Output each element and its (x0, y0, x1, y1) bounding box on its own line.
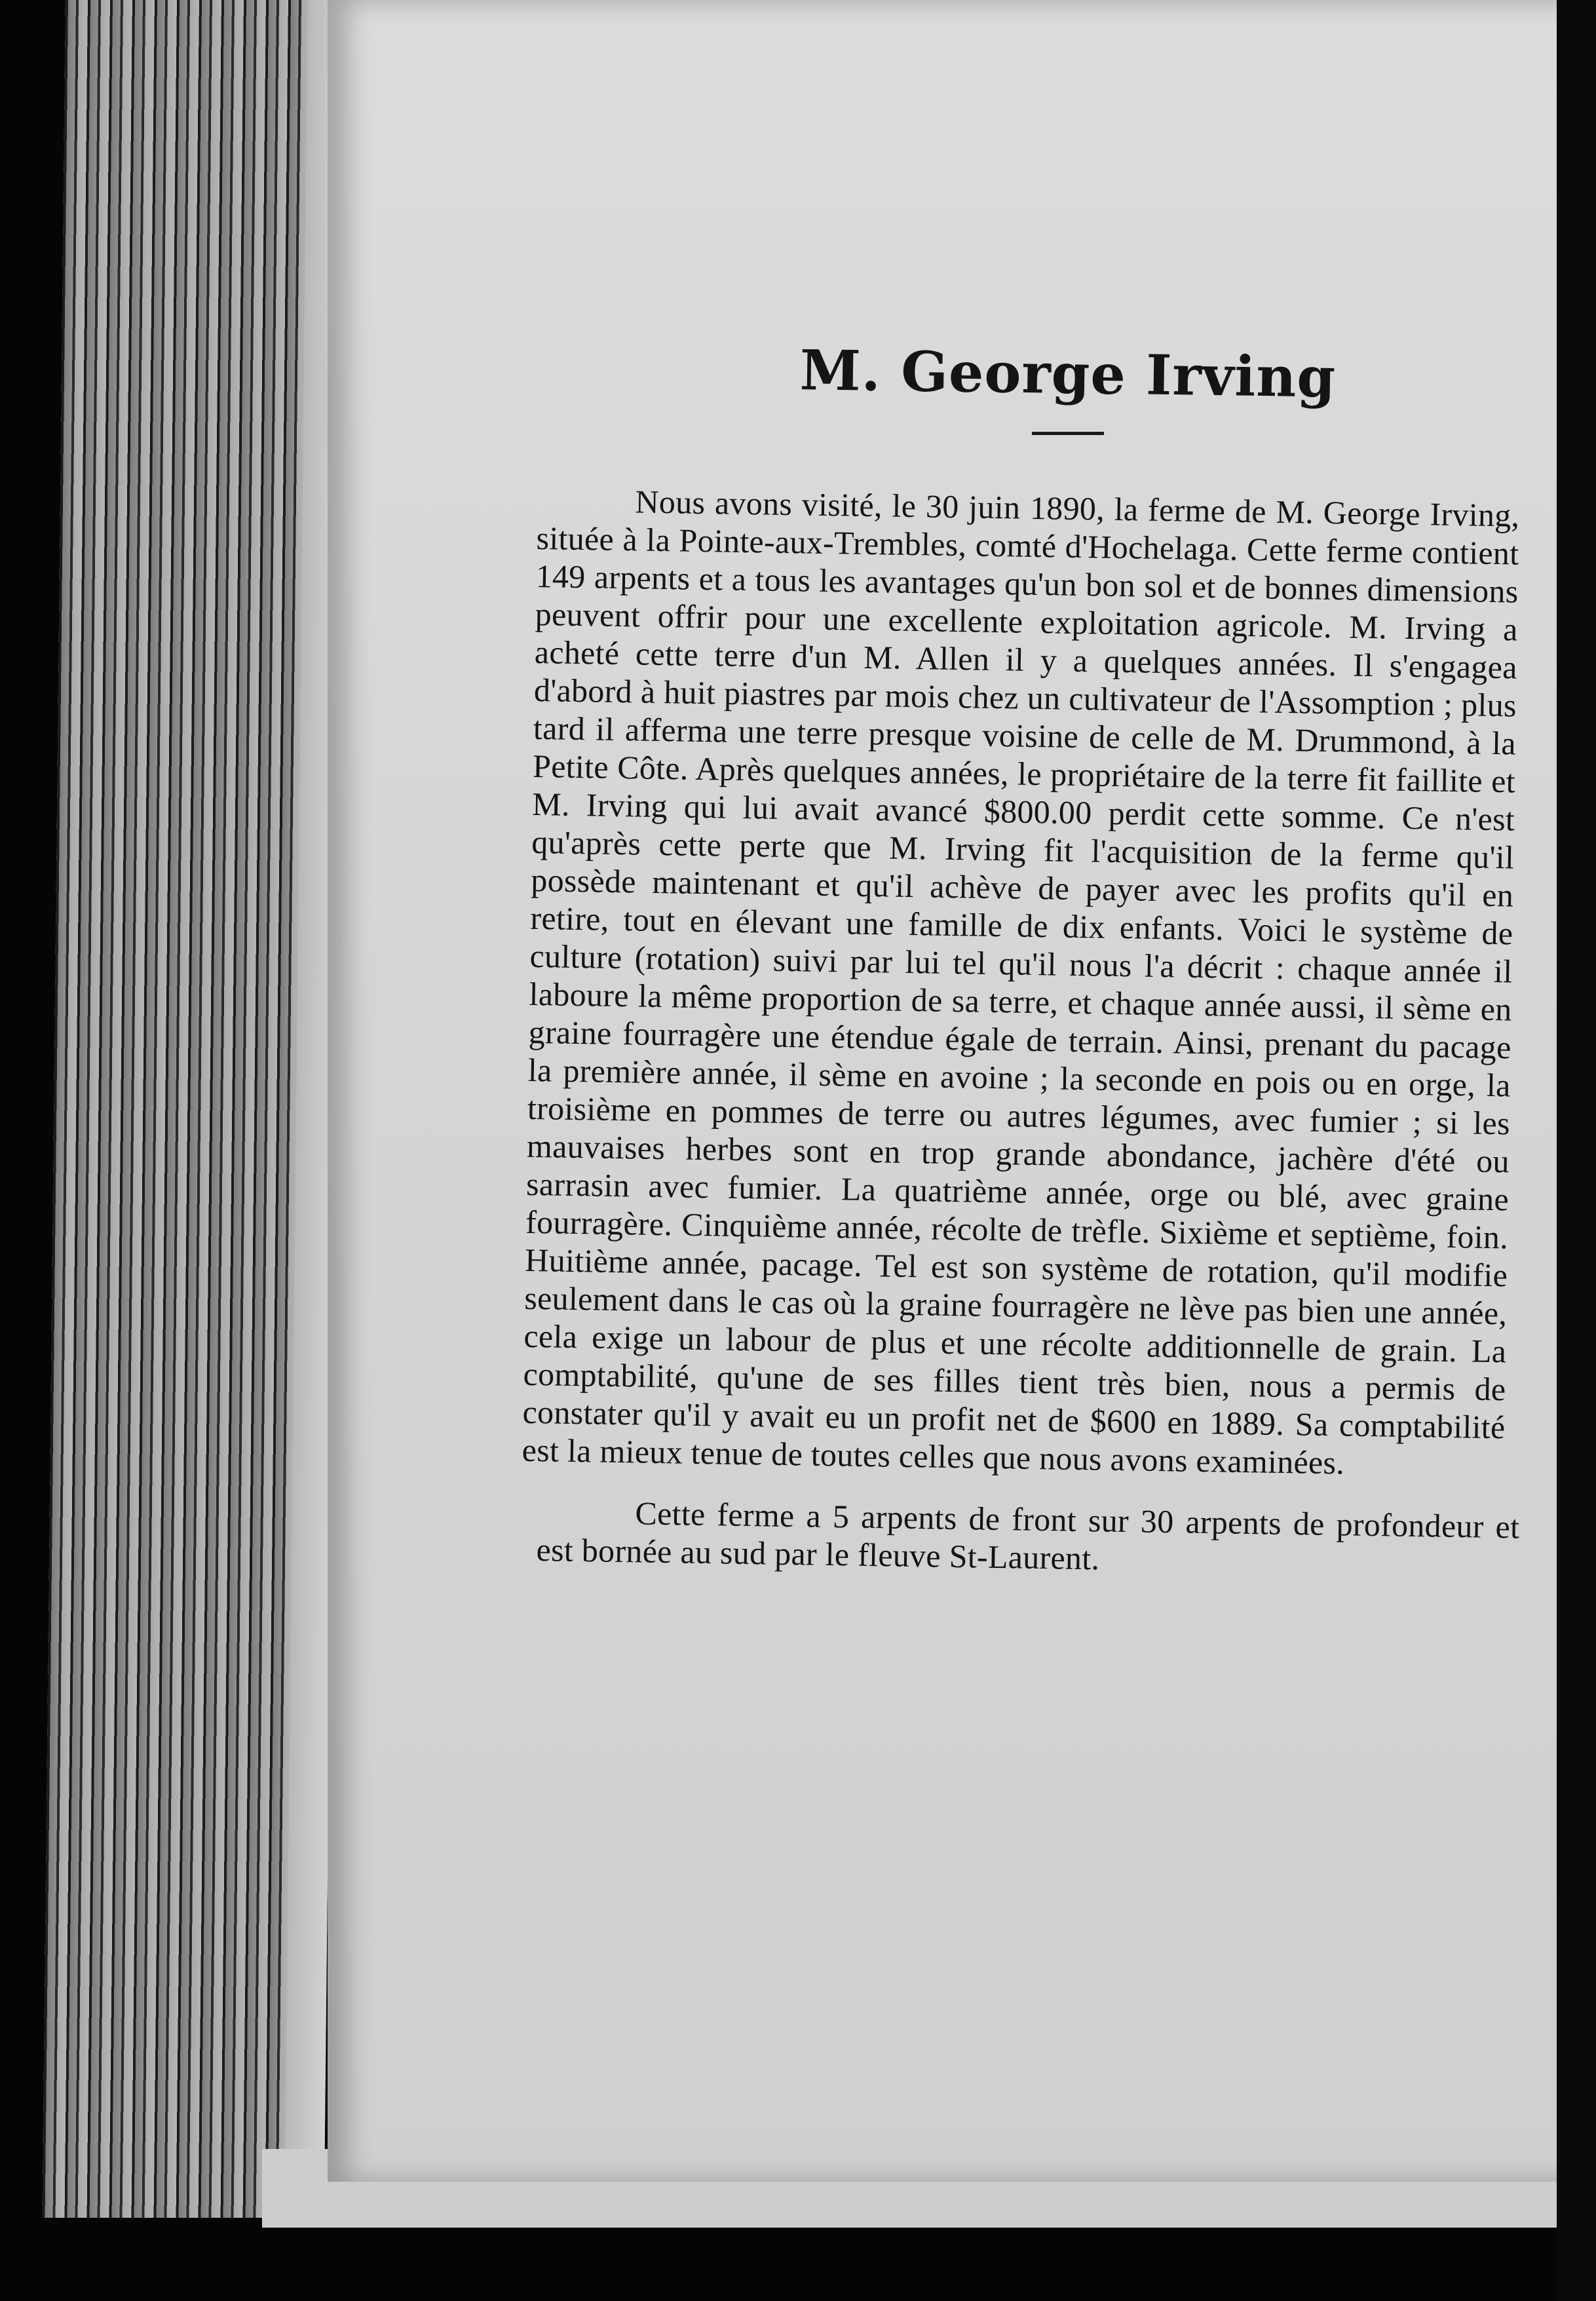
title-rule-divider (1032, 432, 1104, 435)
page-content (522, 337, 1520, 1592)
book-page-edges (43, 0, 347, 2218)
body-paragraph-1: Nous avons visité, le 30 juin 1890, la ferme de M. George Irving, située à la Pointe-aux-Trembles, comté d'Hochelaga. Cette ferme contient 149 arpents et a tous les avantages qu'un bon sol et de bonnes dimensions peuvent offrir pour une excellente exploitation agricole. M. Irving a acheté cette terre d'un M. Allen il y a quelques années. Il s'engagea d'abord à huit piastres par mois chez un cultivateur de l'Assomption ; plus tard il afferma une terre presque voisine de celle de M. Drummond, à la Petite Côte. Après quelques années, le propriétaire de la terre fit faillite et M. Irving qui lui avait avancé $800.00 perdit cette somme. Ce n'est qu'après cette perte que M. Irving fit l'acquisition de la ferme qu'il possède maintenant et qu'il achève de payer avec les profits qu'il en retire, tout en élevant une famille de dix enfants. Voici le système de culture (rotation) suivi par lui tel qu'il nous l'a décrit : chaque année il laboure la même proportion de sa terre, et chaque année aussi, il sème en graine fourragère une étendue égale de terrain. Ainsi, prenant du pacage la première année, il sème en avoine ; la seconde en pois ou en orge, la troisième en pommes de terre ou autres légumes, avec fumier ; si les mauvaises herbes sont en trop grande abondance, jachère d'été ou sarrasin avec fumier. La quatrième année, orge ou blé, avec graine fourragère. Cinquième année, récolte de trèfle. Sixième et septième, foin. Huitième année, pacage. Tel est son système de rotation, qu'il modifie seulement dans le cas où la graine fourragère ne lève pas bien une année, cela exige un labour de plus et une récolte additionnelle de grain. La comptabilité, qu'une de ses filles tient très bien, nous a permis de constater qu'il y avait eu un profit net de $600 en 1889. Sa comptabilité est la mieux tenue de toutes celles que nous avons examinées. (522, 483, 1520, 1481)
scanner-right-edge (1557, 0, 1596, 2301)
page-title: M. George Irving (799, 337, 1337, 410)
body-paragraph-2: Cette ferme a 5 arpents de front sur 30 arpents de profondeur et est bornée au sud par le fleuve St-Laurent. (536, 1494, 1520, 1577)
